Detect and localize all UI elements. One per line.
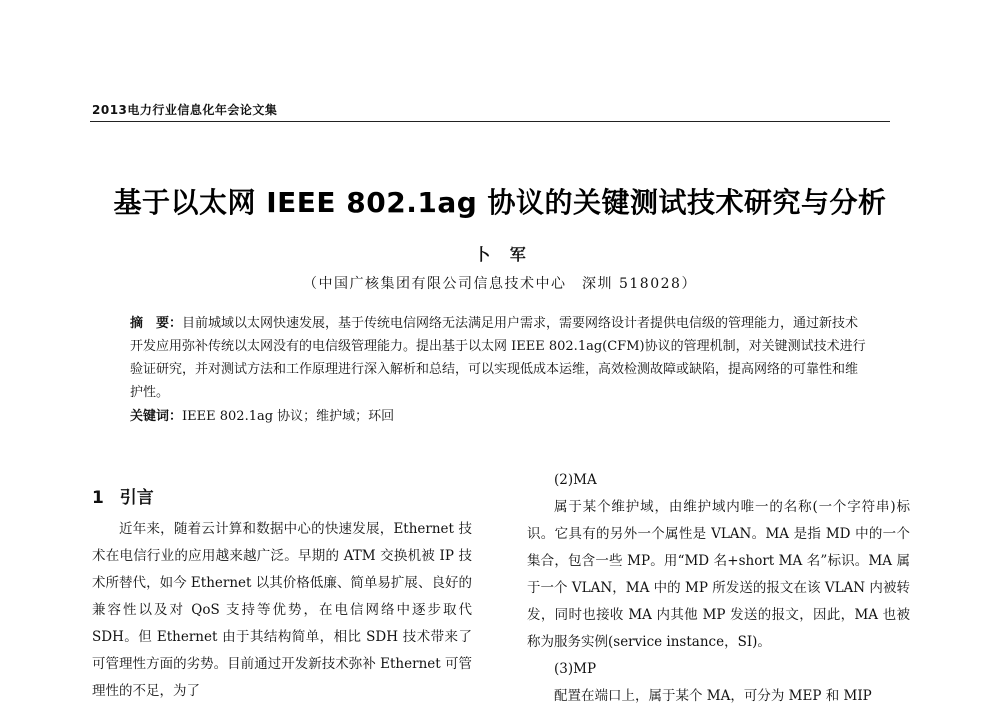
- keywords-text: IEEE 802.1ag 协议；维护域；环回: [182, 409, 395, 424]
- abstract-text: 目前城域以太网快速发展，基于传统电信网络无法满足用户需求，需要网络设计者提供电信级的管理能力，通过新技术开发应用弥补传统以太网没有的电信级管理能力。提出基于以太网 IEEE 802.1ag(CFM)协议的管理机制，对关键测试技术进行验证研究，并对测试方法和工作原理进行深入解析和总结，可以实现低成本运维，高效检测故障或缺陷，提高网络的可靠性和维护性。: [130, 316, 866, 400]
- author: 卜 军: [474, 245, 526, 264]
- keywords-label: 关键词：: [130, 409, 183, 424]
- header-rule: [90, 121, 890, 122]
- paper-title: 基于以太网 IEEE 802.1ag 协议的关键测试技术研究与分析: [113, 186, 887, 219]
- mp-heading: (3)MP: [554, 661, 597, 677]
- intro-paragraph: 近年来，随着云计算和数据中心的快速发展，Ethernet 技术在电信行业的应用越来越广泛。早期的 ATM 交换机被 IP 技术所替代，如今 Ethernet 以其价格低廉、简单易扩展、良好的兼容性以及对 QoS 支持等优势，在电信网络中逐步取代 SDH。但 Ethernet 由于其结构简单，相比 SDH 技术带来了可管理性方面的劣势。目前通过开发新技术弥补 Ethernet 可管理性的不足，为了: [92, 521, 472, 699]
- running-head: 2013电力行业信息化年会论文集: [92, 103, 278, 117]
- ma-heading: (2)MA: [554, 472, 597, 488]
- mp-paragraph: 配置在端口上，属于某个 MA，可分为 MEP 和 MIP: [554, 688, 872, 704]
- abstract: [130, 312, 870, 428]
- affiliation: （中国广核集团有限公司信息技术中心 深圳 518028）: [303, 276, 697, 292]
- section-heading-introduction: 1 引言: [92, 488, 154, 508]
- ma-paragraph: 属于某个维护域，由维护域内唯一的名称(一个字符串)标识。它具有的另外一个属性是 VLAN。MA 是指 MD 中的一个集合，包含一些 MP。用“MD 名+short MA 名”标识。MA 属于一个 VLAN，MA 中的 MP 所发送的报文在该 VLAN 内被转发，同时也接收 MA 内其他 MP 发送的报文，因此，MA 也被称为服务实例(service instance，SI)。: [527, 499, 910, 650]
- right-column: [527, 467, 910, 710]
- abstract-body: [130, 312, 870, 404]
- abstract-label: 摘 要：: [130, 316, 183, 331]
- left-column: [92, 516, 472, 705]
- keywords: [130, 405, 870, 428]
